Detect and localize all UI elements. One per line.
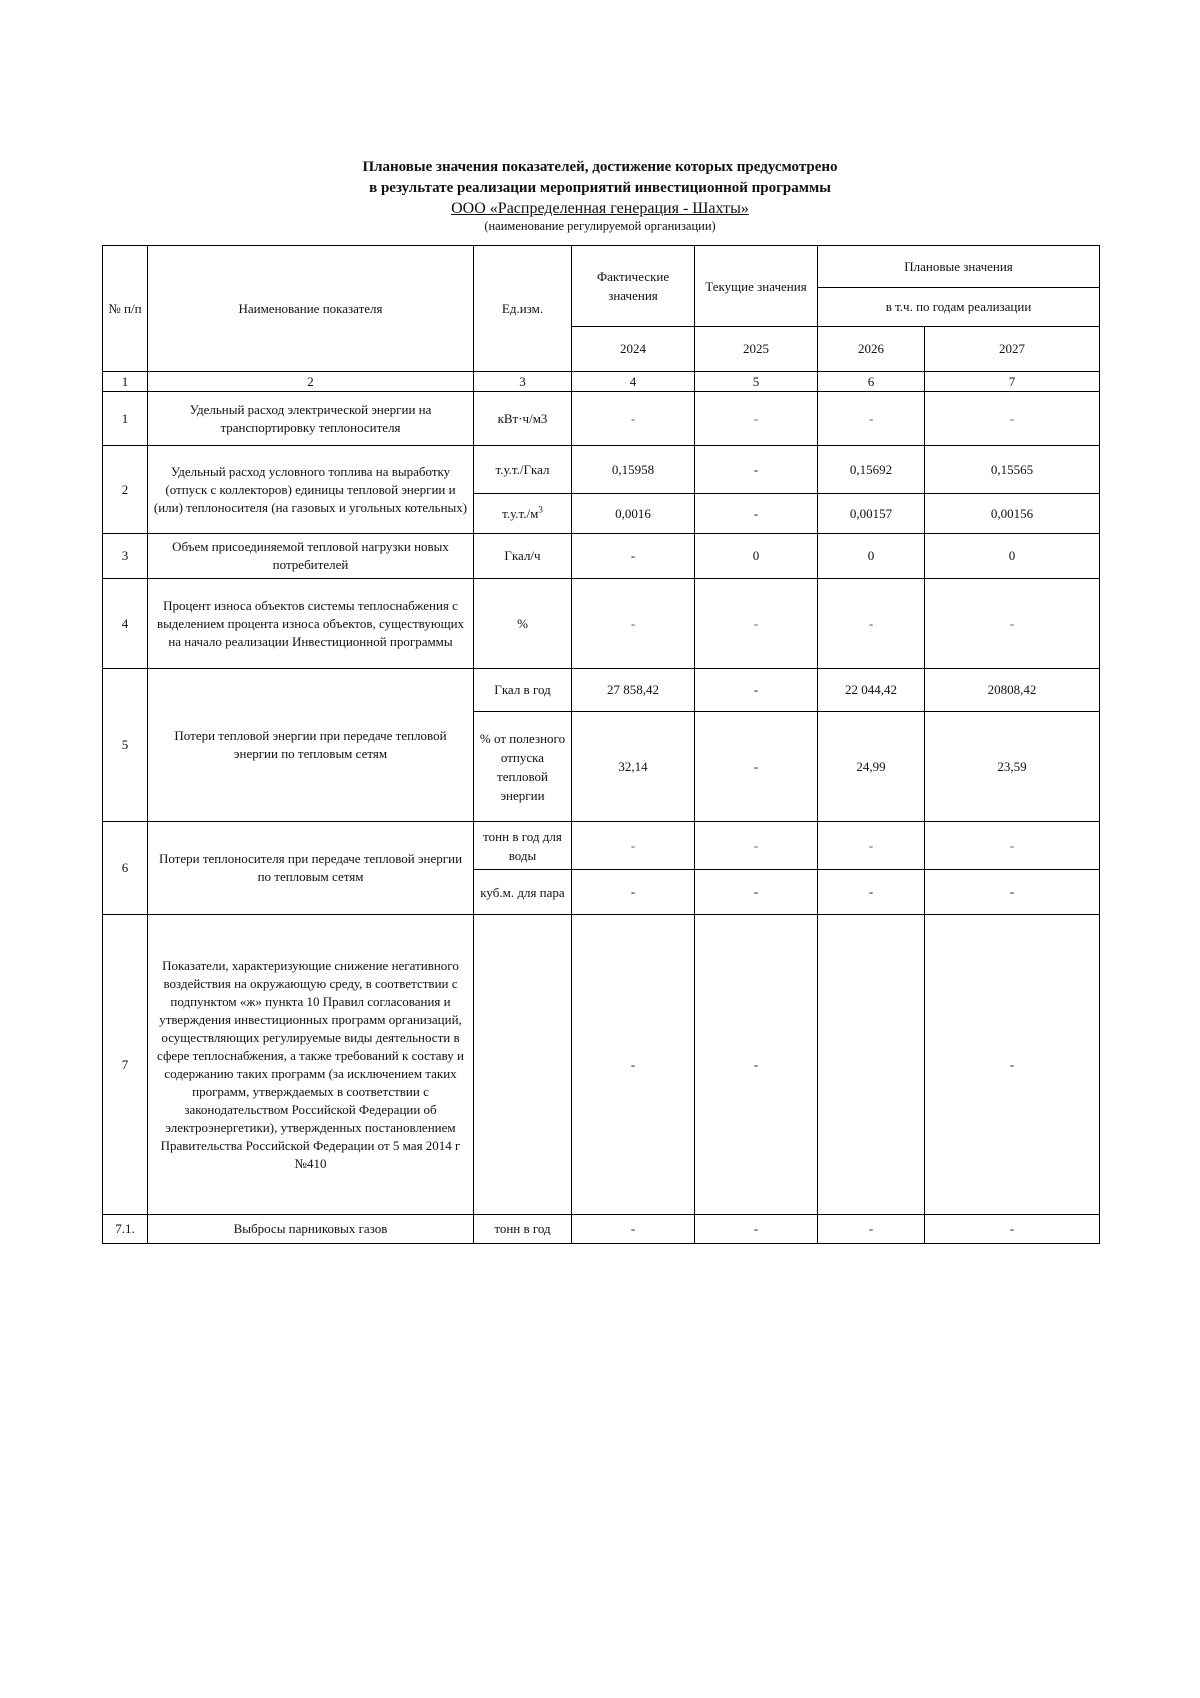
row-num: 6 [103, 822, 148, 915]
row-unit: куб.м. для пара [474, 870, 572, 915]
header-planned: Плановые значения [818, 246, 1100, 288]
column-number: 5 [695, 372, 818, 392]
value-2025: - [695, 579, 818, 669]
value-2027: - [925, 392, 1100, 446]
row-num: 1 [103, 392, 148, 446]
organization-name: ООО «Распределенная генерация - Шахты» [451, 200, 749, 217]
value-2025: - [695, 494, 818, 534]
row-num: 3 [103, 534, 148, 579]
value-2027: - [925, 1215, 1100, 1244]
header-actual: Фактические значения [572, 246, 695, 327]
column-number: 7 [925, 372, 1100, 392]
value-2027: 20808,42 [925, 669, 1100, 712]
row-name: Процент износа объектов системы теплоснабжения с выделением процента износа объектов, существующих на начало реализации Инвестиционной программы [148, 579, 474, 669]
row-num: 5 [103, 669, 148, 822]
header-unit: Ед.изм. [474, 246, 572, 372]
value-2024: - [572, 1215, 695, 1244]
value-2025: - [695, 1215, 818, 1244]
value-2025: - [695, 822, 818, 870]
row-unit: тонн в год [474, 1215, 572, 1244]
row-num: 4 [103, 579, 148, 669]
row-name: Объем присоединяемой тепловой нагрузки новых потребителей [148, 534, 474, 579]
table-row [103, 822, 1100, 870]
indicators-table [102, 245, 1100, 1244]
value-2024: - [572, 579, 695, 669]
row-unit: кВт·ч/м3 [474, 392, 572, 446]
row-name: Удельный расход условного топлива на выработку (отпуск с коллекторов) единицы тепловой энергии и (или) теплоносителя (на газовых и угольных котельных) [148, 446, 474, 534]
row-unit: % от полезного отпуска тепловой энергии [474, 712, 572, 822]
value-2024: 32,14 [572, 712, 695, 822]
value-2026: - [818, 870, 925, 915]
header-current: Текущие значения [695, 246, 818, 327]
value-2026: - [818, 1215, 925, 1244]
value-2024: - [572, 392, 695, 446]
row-unit [474, 494, 572, 534]
row-name: Показатели, характеризующие снижение негативного воздействия на окружающую среду, в соответствии с подпунктом «ж» пункта 10 Правил согласования и утверждения инвестиционных программ организаций, осуществляющих регулируемые виды деятельности в сфере теплоснабжения, а также требований к составу и содержанию таких программ (за исключением таких программ, утверждаемых в соответствии с законодательством Российской Федерации об электроэнергетики), утвержденных постановлением Правительства Российской Федерации от 5 мая 2014 г №410 [148, 915, 474, 1215]
header-year-2027: 2027 [925, 327, 1100, 372]
organization-caption: (наименование регулируемой организации) [484, 219, 716, 233]
column-number: 2 [148, 372, 474, 392]
value-2027: - [925, 870, 1100, 915]
value-2026: 0,00157 [818, 494, 925, 534]
value-2024: 0,15958 [572, 446, 695, 494]
value-2025: - [695, 915, 818, 1215]
value-2025: 0 [695, 534, 818, 579]
value-2026: - [818, 579, 925, 669]
value-2025: - [695, 870, 818, 915]
table-row [103, 915, 1100, 1215]
document-title-line-2: в результате реализации мероприятий инвестиционной программы [369, 180, 831, 196]
value-2024: - [572, 915, 695, 1215]
value-2026: 24,99 [818, 712, 925, 822]
row-unit [474, 915, 572, 1215]
header-year-2025: 2025 [695, 327, 818, 372]
row-unit: Гкал в год [474, 669, 572, 712]
table-row [103, 534, 1100, 579]
value-2024: - [572, 870, 695, 915]
unit-superscript: 3 [538, 504, 543, 515]
header-name: Наименование показателя [148, 246, 474, 372]
header-by-years: в т.ч. по годам реализации [818, 288, 1100, 327]
header-year-2026: 2026 [818, 327, 925, 372]
value-2027: 0,00156 [925, 494, 1100, 534]
document-title-line-1: Плановые значения показателей, достижение которых предусмотрено [362, 159, 838, 175]
value-2027: 0,15565 [925, 446, 1100, 494]
row-name: Выбросы парниковых газов [148, 1215, 474, 1244]
row-name: Потери теплоносителя при передаче тепловой энергии по тепловым сетям [148, 822, 474, 915]
value-2025: - [695, 446, 818, 494]
column-number: 3 [474, 372, 572, 392]
column-numbers-row [103, 372, 1100, 392]
value-2027: - [925, 579, 1100, 669]
row-unit: Гкал/ч [474, 534, 572, 579]
value-2027: - [925, 822, 1100, 870]
document-header [0, 157, 1200, 234]
value-2024: 27 858,42 [572, 669, 695, 712]
column-number: 1 [103, 372, 148, 392]
value-2026: - [818, 392, 925, 446]
value-2025: - [695, 669, 818, 712]
row-unit: т.у.т./Гкал [474, 446, 572, 494]
column-number: 6 [818, 372, 925, 392]
table-row [103, 579, 1100, 669]
value-2027: 23,59 [925, 712, 1100, 822]
value-2026: - [818, 822, 925, 870]
table-row [103, 1215, 1100, 1244]
table-row [103, 446, 1100, 494]
row-num: 2 [103, 446, 148, 534]
value-2025: - [695, 392, 818, 446]
value-2027: - [925, 915, 1100, 1215]
value-2027: 0 [925, 534, 1100, 579]
header-row-1 [103, 246, 1100, 288]
value-2024: - [572, 534, 695, 579]
value-2025: - [695, 712, 818, 822]
row-unit: тонн в год для воды [474, 822, 572, 870]
header-year-2024: 2024 [572, 327, 695, 372]
row-unit-text: т.у.т./м [502, 505, 539, 521]
row-name: Удельный расход электрической энергии на транспортировку теплоносителя [148, 392, 474, 446]
table-row [103, 392, 1100, 446]
value-2024: - [572, 822, 695, 870]
row-name: Потери тепловой энергии при передаче тепловой энергии по тепловым сетям [148, 669, 474, 822]
value-2026: 0 [818, 534, 925, 579]
row-unit: % [474, 579, 572, 669]
value-2026: 0,15692 [818, 446, 925, 494]
row-num: 7 [103, 915, 148, 1215]
value-2024: 0,0016 [572, 494, 695, 534]
value-2026: 22 044,42 [818, 669, 925, 712]
value-2026 [818, 915, 925, 1215]
row-num: 7.1. [103, 1215, 148, 1244]
header-num: № п/п [103, 246, 148, 372]
table-row [103, 669, 1100, 712]
column-number: 4 [572, 372, 695, 392]
